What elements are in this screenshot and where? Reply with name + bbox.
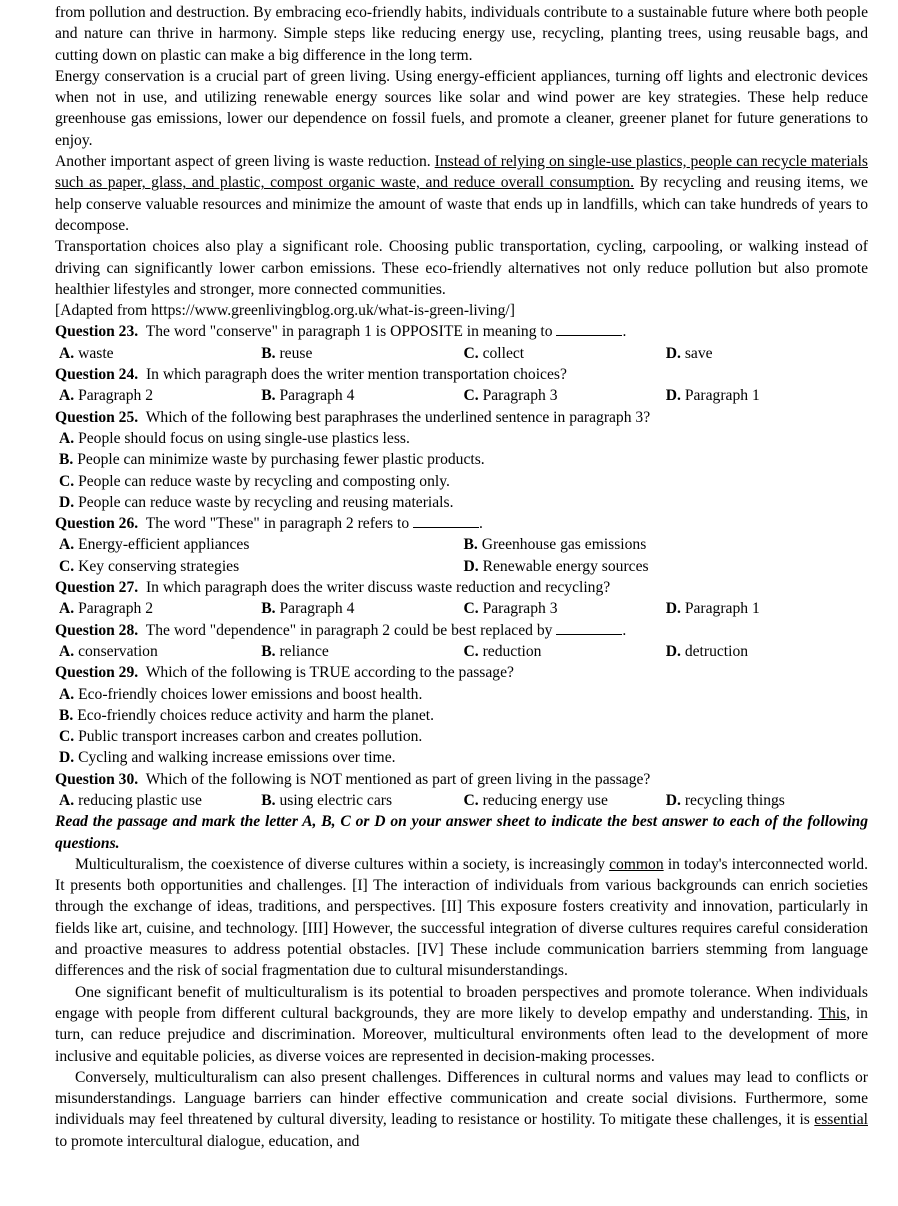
- answer-blank: [556, 620, 622, 635]
- option-d[interactable]: D. recycling things: [665, 791, 785, 809]
- question-25: [55, 407, 868, 513]
- question-28: Question 28. The word "dependence" in paragraph 2 could be best replaced by . A. conservation B. reliance C. reduction D. detruction: [55, 620, 868, 663]
- question-text: Which of the following is NOT mentioned as part of green living in the passage?: [145, 770, 651, 788]
- question-label: Question 28.: [55, 621, 139, 639]
- option-b[interactable]: B. People can minimize waste by purchasing fewer plastic products.: [59, 451, 485, 469]
- option-d[interactable]: D. Paragraph 1: [665, 600, 760, 618]
- passage2-paragraph1: Multiculturalism, the coexistence of diverse cultures within a society, is increasingly common in today's interconnected world. It presents both opportunities and challenges. [I] The interaction of individuals from various backgrounds can enrich societies through the exchange of ideas, traditions, and perspectives. [II] This exposure fosters creativity and innovation, particularly in fields like art, cuisine, and technology. [III] However, the successful integration of diverse cultures requires careful consideration and proactive measures to address potential obstacles. [IV] These include communication barriers stemming from language differences and the risk of social fragmentation due to cultural misunderstandings.: [55, 855, 868, 980]
- passage1-paragraph4: Transportation choices also play a significant role. Choosing public transportation, cycling, carpooling, or walking instead of driving can significantly lower carbon emissions. These eco-friendly alternatives not only reduce pollution but also promote healthier lifestyles and stronger, more connected communities.: [55, 238, 868, 298]
- option-c[interactable]: C. Paragraph 3: [463, 387, 558, 405]
- question-text: Which of the following best paraphrases the underlined sentence in paragraph 3?: [145, 408, 651, 426]
- option-c[interactable]: C. People can reduce waste by recycling and composting only.: [59, 472, 450, 490]
- option-a[interactable]: A. conservation: [59, 642, 158, 660]
- question-24: [55, 364, 868, 407]
- question-label: Question 30.: [55, 770, 139, 788]
- question-26: Question 26. The word "These" in paragraph 2 refers to . A. Energy-efficient appliances B. Greenhouse gas emissions C. Key conserving strategies D. Renewable energy sources: [55, 513, 868, 577]
- option-a[interactable]: A. People should focus on using single-use plastics less.: [59, 429, 410, 447]
- question-label: Question 27.: [55, 579, 139, 597]
- passage2-paragraph3: Conversely, multiculturalism can also present challenges. Differences in cultural norms and values may lead to conflicts or misunderstandings. Language barriers can hinder effective communication and create social divisions. Furthermore, some individuals may feel threatened by cultural diversity, leading to resistance or hostility. To mitigate these challenges, it is essential to promote intercultural dialogue, education, and: [55, 1068, 868, 1150]
- passage1-paragraph2: Energy conservation is a crucial part of green living. Using energy-efficient appliances, turning off lights and electronic devices when not in use, and utilizing renewable energy sources like solar and wind power are key strategies. These help reduce greenhouse gas emissions, lower our dependence on fossil fuels, and promote a cleaner, greener planet for future generations to enjoy.: [55, 67, 868, 149]
- question-label: Question 26.: [55, 515, 139, 533]
- option-b[interactable]: B. reliance: [261, 642, 329, 660]
- option-d[interactable]: D. Cycling and walking increase emissions over time.: [59, 749, 396, 767]
- underlined-word-common: common: [609, 855, 664, 873]
- answer-blank: [413, 513, 479, 528]
- option-d[interactable]: D. Renewable energy sources: [463, 557, 649, 575]
- option-a[interactable]: A. Eco-friendly choices lower emissions and boost health.: [59, 685, 423, 703]
- passage1-paragraph1-end: from pollution and destruction. By embracing eco-friendly habits, individuals contribute to a sustainable future where both people and nature can thrive in harmony. Simple steps like reducing energy use, recycling, planting trees, using reusable bags, and cutting down on plastic can make a big difference in the long term.: [55, 4, 868, 64]
- option-d[interactable]: D. People can reduce waste by recycling and reusing materials.: [59, 493, 454, 511]
- question-text: In which paragraph does the writer mention transportation choices?: [145, 366, 567, 384]
- question-text: The word "conserve" in paragraph 1 is OPPOSITE in meaning to: [145, 323, 553, 341]
- option-b[interactable]: B. Paragraph 4: [261, 600, 355, 618]
- option-c[interactable]: C. reducing energy use: [463, 791, 608, 809]
- option-b[interactable]: B. Eco-friendly choices reduce activity and harm the planet.: [59, 706, 434, 724]
- option-d[interactable]: D. detruction: [665, 642, 749, 660]
- underlined-sentence: Instead of relying on single-use plastics, people can recycle materials such as paper, glass, and plastic, compost organic waste, and reduce overall consumption.: [55, 153, 868, 192]
- option-c[interactable]: C. Public transport increases carbon and creates pollution.: [59, 728, 423, 746]
- option-d[interactable]: D. save: [665, 344, 713, 362]
- question-30: [55, 769, 868, 812]
- question-text: The word "dependence" in paragraph 2 could be best replaced by: [145, 621, 553, 639]
- passage1-paragraph3: Another important aspect of green living is waste reduction. Instead of relying on single-use plastics, people can recycle materials such as paper, glass, and plastic, compost organic waste, and reduce overall consumption. By recycling and reusing items, we help conserve valuable resources and minimize the amount of waste that ends up in landfills, which can take hundreds of years to decompose.: [55, 153, 868, 234]
- question-label: Question 29.: [55, 664, 139, 682]
- question-label: Question 23.: [55, 323, 139, 341]
- question-label: Question 24.: [55, 366, 139, 384]
- section-instruction: Read the passage and mark the letter A, B, C or D on your answer sheet to indicate the best answer to each of the following questions.: [55, 813, 868, 852]
- question-27: [55, 577, 868, 620]
- question-label: Question 25.: [55, 408, 139, 426]
- option-b[interactable]: B. Paragraph 4: [261, 387, 355, 405]
- question-29: [55, 662, 868, 768]
- question-text: The word "These" in paragraph 2 refers to: [145, 515, 410, 533]
- option-c[interactable]: C. Paragraph 3: [463, 600, 558, 618]
- option-b[interactable]: B. reuse: [261, 344, 313, 362]
- option-a[interactable]: A. waste: [59, 344, 114, 362]
- question-text: In which paragraph does the writer discuss waste reduction and recycling?: [145, 579, 611, 597]
- option-b[interactable]: B. Greenhouse gas emissions: [463, 536, 647, 554]
- option-c[interactable]: C. collect: [463, 344, 525, 362]
- passage-source: [Adapted from https://www.greenlivingblog.org.uk/what-is-green-living/]: [55, 302, 515, 320]
- option-c[interactable]: C. Key conserving strategies: [59, 557, 240, 575]
- underlined-word-this: This: [818, 1004, 847, 1022]
- option-a[interactable]: A. Energy-efficient appliances: [59, 536, 250, 554]
- option-a[interactable]: A. reducing plastic use: [59, 791, 202, 809]
- underlined-word-essential: essential: [814, 1111, 868, 1129]
- option-b[interactable]: B. using electric cars: [261, 791, 393, 809]
- option-a[interactable]: A. Paragraph 2: [59, 600, 153, 618]
- passage2-paragraph2: One significant benefit of multiculturalism is its potential to broaden perspectives and promote tolerance. When individuals engage with people from different cultural backgrounds, they are more likely to develop empathy and understanding. This, in turn, can reduce prejudice and discrimination. Moreover, multicultural environments often lead to the development of more inclusive and equitable policies, as diverse voices are represented in decision-making processes.: [55, 983, 868, 1065]
- question-23: Question 23. The word "conserve" in paragraph 1 is OPPOSITE in meaning to . A. waste B. reuse C. collect D. save: [55, 321, 868, 364]
- option-a[interactable]: A. Paragraph 2: [59, 387, 153, 405]
- question-text: Which of the following is TRUE according to the passage?: [145, 664, 514, 682]
- option-d[interactable]: D. Paragraph 1: [665, 387, 760, 405]
- option-c[interactable]: C. reduction: [463, 642, 542, 660]
- answer-blank: [556, 321, 622, 336]
